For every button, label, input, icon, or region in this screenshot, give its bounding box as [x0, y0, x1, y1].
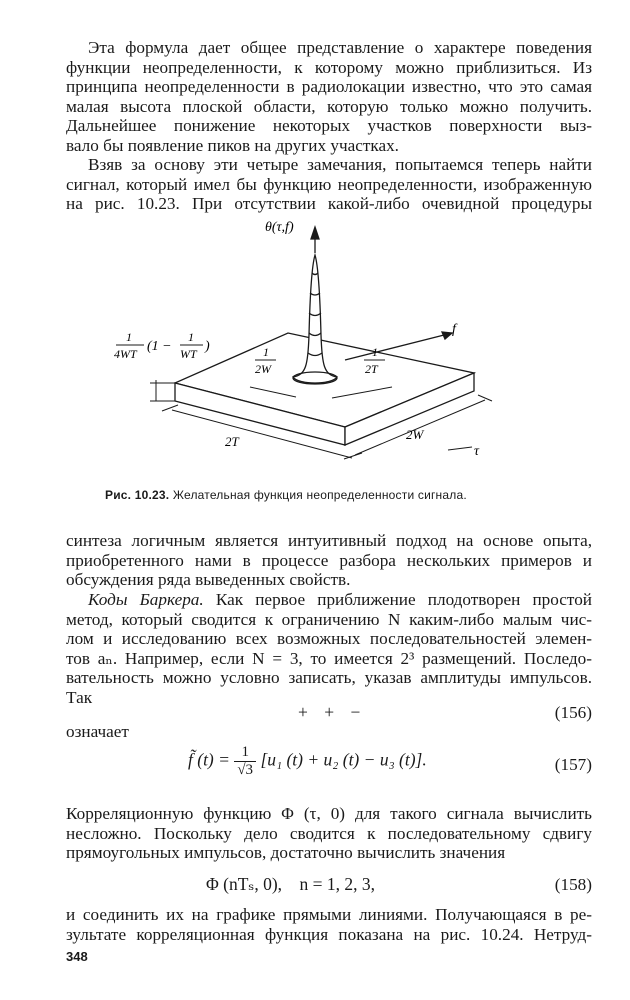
text-line: приобретенного нами в процессе разбора нескольких примеров и	[66, 550, 592, 570]
paragraph-2	[66, 155, 592, 214]
paragraph-6	[66, 905, 592, 944]
text-line: и соединить их на графике прямыми линиями. Получающаяся в ре-	[66, 905, 592, 924]
frac-den-WT: WT	[180, 347, 197, 361]
text-line: Так	[66, 687, 93, 707]
text-line: синтеза логичным является интуитивный подход на основе опыта,	[66, 531, 592, 550]
dim-label-2T: 2T	[225, 434, 239, 449]
text-line: несложно. Поскольку дело сводится к последовательному сдвигу	[66, 823, 592, 843]
figure-caption-text: Желательная функция неопределенности сигнала.	[172, 488, 467, 502]
text-line: вало бы появление пиков на других участках.	[66, 135, 399, 155]
text-line: тов aₙ. Например, если N = 3, то имеется 2³ размещений. Последо-	[66, 648, 592, 668]
equation-156: + + −	[298, 702, 367, 722]
text-line: Корреляционную функцию Φ (τ, 0) для такого сигнала вычислить	[66, 804, 592, 823]
eq157-denominator: √3	[237, 762, 254, 778]
paren-open: (1 −	[147, 339, 172, 354]
text-line: малая высота плоской области, которую только можно получить.	[66, 96, 592, 116]
text-line: функции неопределенности, к которому можно приблизиться. Из	[66, 57, 592, 77]
equation-158: Φ (nTₛ, 0), n = 1, 2, 3,	[206, 874, 376, 894]
paren-close: )	[205, 339, 210, 354]
paragraph-4	[66, 590, 592, 708]
frac-den-4WT: 4WT	[114, 347, 137, 361]
frac-den-2W: 2W	[255, 362, 271, 376]
text-line: принципа неопределенности в радиолокации известно, что это самая	[66, 77, 592, 97]
text-line: Дальнейшее понижение некоторых участков поверхности выз-	[66, 116, 592, 136]
frac-num: 1	[372, 345, 378, 359]
equation-number-156: (156)	[554, 703, 592, 722]
text-line: сигнал, который имел бы функцию неопределенности, изображенную	[66, 174, 592, 194]
theta-axis-arrow	[311, 227, 319, 239]
text-line: вательность можно условно записать, указав амплитуды импульсов.	[66, 668, 592, 688]
eq157-fraction	[234, 744, 256, 779]
equation-157	[188, 744, 427, 779]
tau-axis-label: τ	[474, 444, 480, 459]
dim-label-2W: 2W	[406, 427, 424, 442]
text-line: Взяв за основу эти четыре замечания, попытаемся теперь найти	[88, 155, 592, 174]
text-line: обсуждения ряда выведенных свойств.	[66, 570, 351, 590]
frac-den-2T: 2T	[365, 362, 378, 376]
eq157-rhs: [u₁ (t) + u₂ (t) − u₃ (t)].	[260, 749, 427, 770]
text-line: лом и исследованию всех возможных последовательностей элемен-	[66, 629, 592, 649]
paragraph-means	[66, 722, 592, 742]
text-line: Эта формула дает общее представление о характере поведения	[88, 38, 592, 57]
text-line: метод, который сводится к ограничению N каким-либо малым чис-	[66, 609, 592, 629]
text-line	[66, 590, 592, 610]
theta-axis-label: θ(τ,f)	[265, 220, 294, 235]
frac-num: 1	[263, 345, 269, 359]
equation-number-158: (158)	[554, 875, 592, 894]
text-line: прямоугольных импульсов, достаточно вычислить значения	[66, 843, 506, 863]
f-axis-arrow	[442, 332, 452, 339]
eq157-numerator: 1	[234, 744, 256, 762]
dim-tick	[344, 453, 362, 459]
page-number: 348	[66, 949, 88, 964]
text-line: на рис. 10.23. При отсутствии какой-либо очевидной процедуры	[66, 194, 592, 214]
equation-number-157: (157)	[554, 755, 592, 774]
eq157-lhs: f̃ (t) =	[188, 749, 230, 770]
text-fragment: Как первое приближение плодотворен простой	[203, 590, 592, 609]
f-axis-line	[345, 333, 452, 360]
figure-caption	[105, 488, 545, 502]
barker-codes-heading: Коды Баркера.	[88, 590, 204, 609]
frac-num: 1	[126, 330, 132, 344]
paragraph-3	[66, 531, 592, 590]
text-line: означает	[66, 722, 129, 741]
dim-tick	[162, 405, 178, 411]
figure-ambiguity-function	[100, 215, 530, 480]
f-axis-label: f	[452, 322, 456, 337]
tau-axis-line	[448, 447, 472, 450]
text-line: зультате корреляционная функция показана на рис. 10.24. Нетруд-	[66, 924, 592, 944]
paragraph-1	[66, 38, 592, 156]
frac-num: 1	[188, 330, 194, 344]
paragraph-5	[66, 804, 592, 863]
figure-caption-number: Рис. 10.23.	[105, 488, 170, 502]
